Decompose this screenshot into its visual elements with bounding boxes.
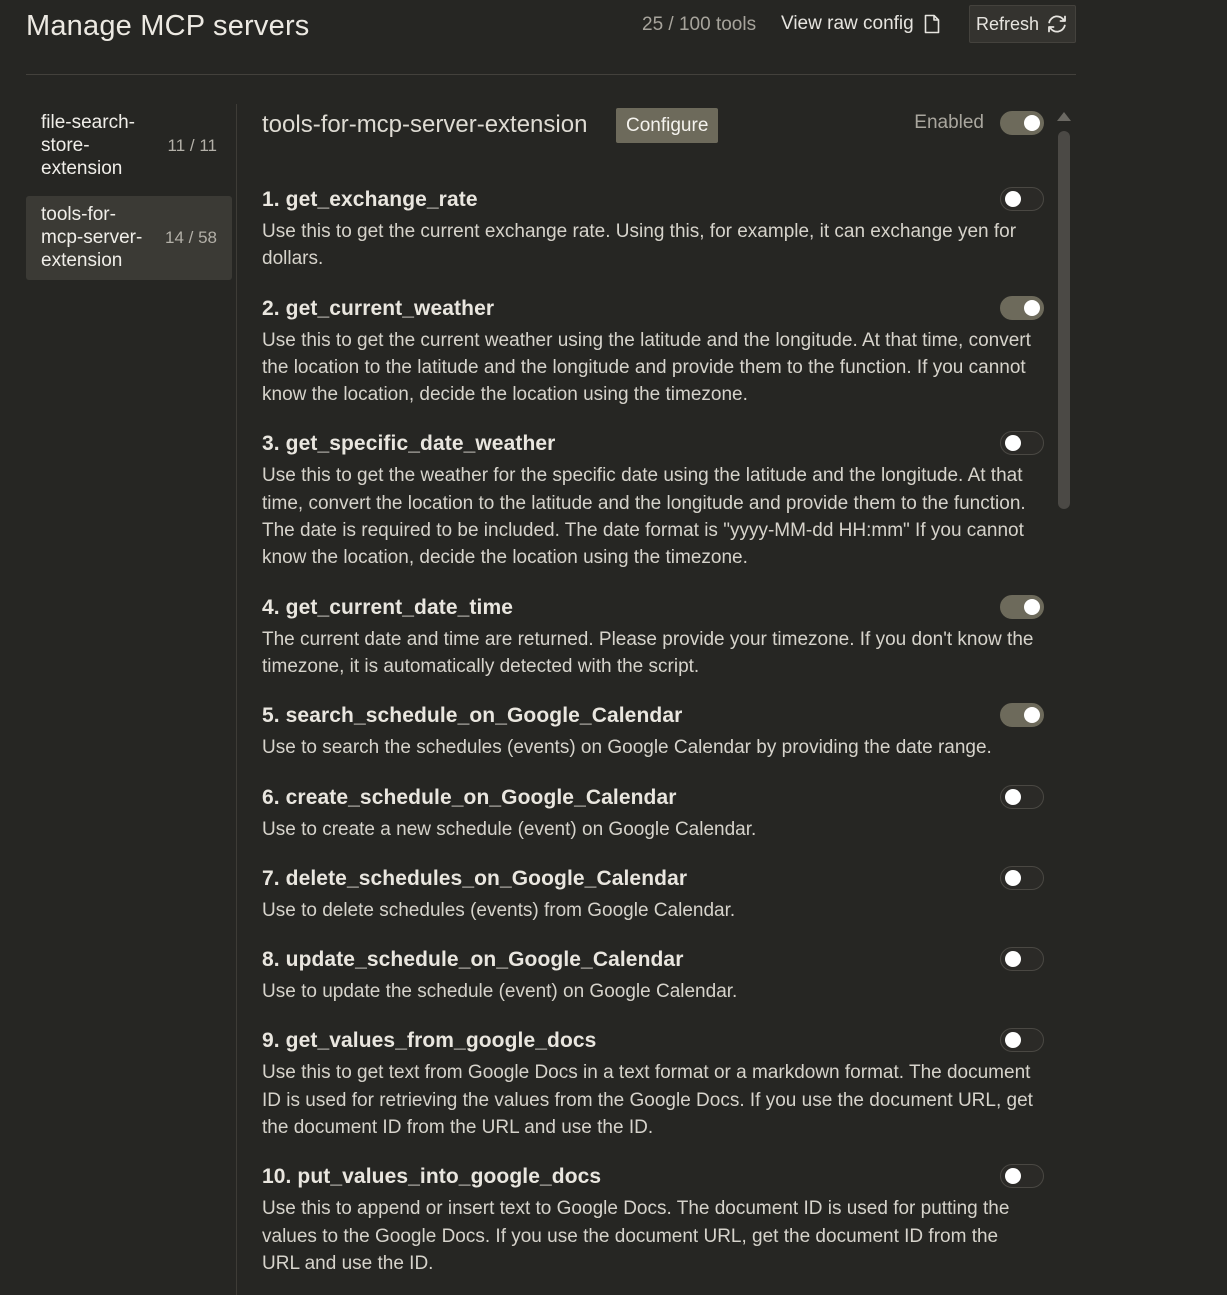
scroll-up-arrow-icon[interactable] bbox=[1057, 112, 1071, 121]
view-raw-config-label: View raw config bbox=[781, 13, 914, 34]
toggle-knob bbox=[1005, 1168, 1021, 1184]
tool-description: Use to delete schedules (events) from Google Calendar. bbox=[262, 899, 736, 921]
tool-description: Use this to get text from Google Docs in a text format or a markdown format. The document ID is used for retrieving the values from the Google Docs. If you use the document URL, get the document ID from the URL and use the ID. bbox=[262, 1062, 1033, 1139]
header bbox=[26, 0, 1076, 75]
tool-item bbox=[262, 430, 1044, 571]
tool-name: 1. get_exchange_rate bbox=[262, 188, 478, 211]
tools-count: 25 / 100 tools bbox=[642, 14, 757, 35]
tool-enabled-toggle[interactable] bbox=[1000, 1028, 1044, 1052]
tool-item bbox=[262, 594, 1044, 681]
refresh-button[interactable] bbox=[969, 5, 1076, 43]
server-header bbox=[262, 104, 1044, 146]
tool-list bbox=[262, 186, 1044, 1277]
tool-name: 8. update_schedule_on_Google_Calendar bbox=[262, 948, 684, 972]
tool-name: 9. get_values_from_google_docs bbox=[262, 1029, 597, 1053]
server-enabled-toggle[interactable] bbox=[1000, 111, 1044, 135]
tool-description: Use to create a new schedule (event) on Google Calendar. bbox=[262, 818, 757, 840]
tool-header bbox=[262, 946, 1044, 974]
tool-header bbox=[262, 295, 1044, 323]
tool-header bbox=[262, 702, 1044, 730]
tool-header bbox=[262, 430, 1044, 458]
tool-header bbox=[262, 865, 1044, 893]
server-title: tools-for-mcp-server-extension bbox=[262, 111, 588, 138]
tool-item bbox=[262, 946, 1044, 1005]
enabled-label: Enabled bbox=[914, 112, 984, 133]
tool-enabled-toggle[interactable] bbox=[1000, 703, 1044, 727]
tool-name: 5. search_schedule_on_Google_Calendar bbox=[262, 704, 683, 728]
tool-description: Use to update the schedule (event) on Google Calendar. bbox=[262, 981, 738, 1003]
toggle-knob bbox=[1005, 435, 1021, 451]
tool-header bbox=[262, 784, 1044, 812]
tool-enabled-toggle[interactable] bbox=[1000, 595, 1044, 619]
toggle-knob bbox=[1005, 191, 1021, 207]
tool-header bbox=[262, 594, 1044, 622]
tool-item bbox=[262, 702, 1044, 761]
tool-enabled-toggle[interactable] bbox=[1000, 296, 1044, 320]
toggle-knob bbox=[1005, 951, 1021, 967]
view-raw-config-link[interactable] bbox=[781, 11, 940, 37]
tool-description: Use this to get the current exchange rate. Using this, for example, it can exchange yen for dollars. bbox=[262, 221, 1017, 270]
tool-item bbox=[262, 1027, 1044, 1141]
server-detail-panel bbox=[262, 104, 1044, 1295]
scrollbar-thumb[interactable] bbox=[1058, 131, 1070, 509]
tool-description: Use this to append or insert text to Google Docs. The document ID is used for putting the values to the Google Docs. If you use the document URL, get the document ID from the URL and use the ID. bbox=[262, 1198, 1010, 1274]
tool-item bbox=[262, 784, 1044, 843]
tool-enabled-toggle[interactable] bbox=[1000, 947, 1044, 971]
toggle-knob bbox=[1024, 707, 1040, 723]
server-item-count: 14 / 58 bbox=[165, 228, 217, 247]
toggle-knob bbox=[1024, 599, 1040, 615]
server-item-count: 11 / 11 bbox=[167, 136, 217, 155]
configure-button[interactable]: Configure bbox=[616, 108, 718, 143]
tool-description: Use this to get the weather for the specific date using the latitude and the longitude. At that time, convert the location to the latitude and the longitude and provide them to the function. The date is required to be included. The date format is "yyyy-MM-dd HH:mm" If you cannot know the location, decide the location using the timezone. bbox=[262, 465, 1026, 569]
tool-enabled-toggle[interactable] bbox=[1000, 187, 1044, 211]
server-item-name: tools-for-mcp-server-extension bbox=[41, 204, 143, 271]
file-icon bbox=[924, 14, 940, 34]
tool-item bbox=[262, 865, 1044, 924]
tool-header bbox=[262, 186, 1044, 214]
server-item-name: file-search-store-extension bbox=[41, 112, 135, 179]
server-list bbox=[26, 104, 232, 288]
server-enabled-control bbox=[914, 111, 1044, 135]
tool-item bbox=[262, 186, 1044, 273]
tool-header bbox=[262, 1163, 1044, 1191]
toggle-knob bbox=[1024, 115, 1040, 131]
toggle-knob bbox=[1024, 300, 1040, 316]
tool-description: The current date and time are returned. Please provide your timezone. If you don't know the timezone, it is automatically detected with the script. bbox=[262, 628, 1034, 677]
tool-item bbox=[262, 1163, 1044, 1277]
tool-name: 7. delete_schedules_on_Google_Calendar bbox=[262, 866, 688, 890]
tool-enabled-toggle[interactable] bbox=[1000, 866, 1044, 890]
tool-item bbox=[262, 295, 1044, 409]
tool-description: Use this to get the current weather using the latitude and the longitude. At that time, convert the location to the latitude and the longitude and provide them to the function. If you cannot know the location, decide the location using the timezone. bbox=[262, 329, 1031, 406]
server-item-file-search-store-extension[interactable] bbox=[26, 104, 232, 188]
toggle-knob bbox=[1005, 1032, 1021, 1048]
server-item-tools-for-mcp-server-extension[interactable] bbox=[26, 196, 232, 280]
tool-enabled-toggle[interactable] bbox=[1000, 431, 1044, 455]
toggle-knob bbox=[1005, 789, 1021, 805]
refresh-label: Refresh bbox=[975, 13, 1040, 34]
tool-name: 2. get_current_weather bbox=[262, 296, 495, 320]
refresh-icon bbox=[1045, 14, 1069, 34]
tool-header bbox=[262, 1027, 1044, 1055]
tool-name: 4. get_current_date_time bbox=[262, 595, 513, 619]
toggle-knob bbox=[1005, 870, 1021, 886]
page-title: Manage MCP servers bbox=[26, 10, 310, 42]
tool-enabled-toggle[interactable] bbox=[1000, 1164, 1044, 1188]
tool-description: Use to search the schedules (events) on Google Calendar by providing the date range. bbox=[262, 737, 992, 759]
tool-name: 10. put_values_into_google_docs bbox=[262, 1165, 602, 1189]
tool-name: 6. create_schedule_on_Google_Calendar bbox=[262, 785, 677, 809]
tool-enabled-toggle[interactable] bbox=[1000, 785, 1044, 809]
tool-name: 3. get_specific_date_weather bbox=[262, 432, 556, 456]
panel-divider bbox=[236, 104, 237, 1295]
